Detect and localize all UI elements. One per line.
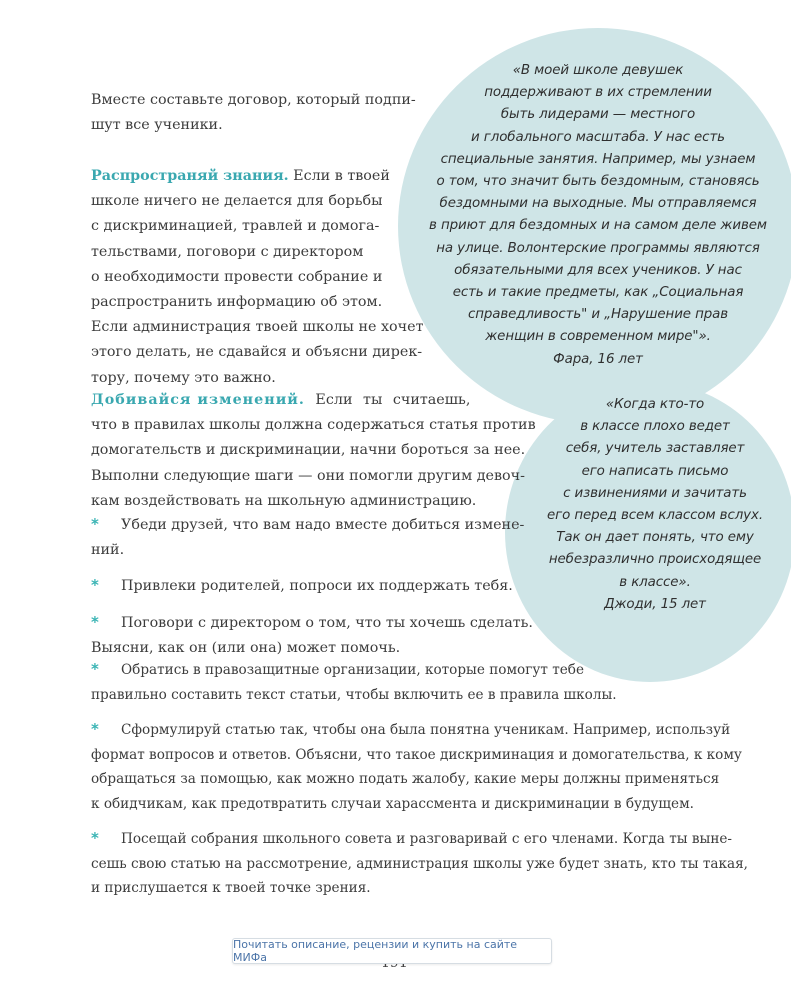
quote-line: на улице. Волонтерские программы являются [436,240,760,256]
text-line [91,657,748,683]
text-line [91,388,536,413]
text-line: распространить информацию об этом. [91,294,383,311]
text-line: шут все ученики. [91,117,223,134]
text-line [91,717,748,743]
asterisk-bullet-icon: * [91,576,99,595]
make-change-paragraph [91,388,536,514]
asterisk-bullet-icon: * [91,660,99,678]
text-fragment: Привлеки родителей, попроси их поддержать тебя. [121,578,513,595]
text-line: и прислушается к твоей точке зрения. [91,880,371,896]
quote-line: бездомными на выходные. Мы отправляемся [439,196,757,212]
quote-line: небезразлично происходящее [548,552,762,568]
asterisk-bullet-icon: * [91,720,99,738]
quote-line: быть лидерами — местного [500,107,696,123]
list-item [91,610,533,661]
section-heading: Добивайся изменений. [91,392,305,408]
steps-list [91,512,533,671]
asterisk-bullet-icon: * [91,829,99,847]
quote-line: есть и такие предметы, как „Социальная [452,285,744,301]
text-fragment: Обратись в правозащитные организации, которые помогут тебе [121,662,584,678]
text-fragment: Убеди друзей, что вам надо вместе добиться измене- [121,517,525,533]
quote-line: «В моей школе девушек [512,63,684,78]
text-line: о необходимости провести собрание и [91,268,383,285]
quote-line: о том, что значит быть бездомным, становясь [436,174,760,190]
text-line [91,512,533,538]
list-item [91,826,748,901]
quote-line: «Когда кто-то [605,397,705,412]
text-line: Выполни следующие шаги — они помогли другим девоч- [91,467,525,484]
text-fragment: Сформулируй статью так, чтобы она была понятна ученикам. Например, используй [121,722,731,738]
text-line: тору, почему это важно. [91,369,276,386]
quote-line: его написать письмо [581,463,729,479]
buy-on-mif-link[interactable]: Почитать описание, рецензии и купить на сайте МИФа [232,938,552,964]
quote-line: в классе плохо ведет [580,419,730,435]
text-line [91,573,533,599]
quote-line: в классе». [619,574,691,590]
quote-line: его перед всем классом вслух. [547,508,763,524]
asterisk-bullet-icon: * [91,515,99,533]
text-line: к обидчикам, как предотвратить случаи харассмента и дискриминации в будущем. [91,795,694,812]
list-item [91,573,533,599]
text-line: Вместе составьте договор, который подпи- [91,92,416,108]
list-item [91,512,533,563]
text-line [91,826,748,852]
quote-line: в приют для бездомных и на самом деле живем [429,218,767,234]
steps-list-continued [91,657,748,911]
text-line: с дискриминацией, травлей и домога- [91,218,380,235]
text-line: сешь свою статью на рассмотрение, администрация школы уже будет знать, кто ты такая, [91,855,749,872]
text-line [91,610,533,636]
quote-line: себя, учитель заставляет [565,441,745,457]
quote-fara [412,60,784,371]
list-item [91,657,748,707]
quote-line: обязательными для всех учеников. У нас [454,262,742,278]
text-line: тельствами, поговори с директором [91,243,364,260]
quote-line: и глобального масштаба. У нас есть [471,129,725,145]
text-line: Если администрация твоей школы не хочет [91,319,424,336]
text-fragment: Если ты считаешь, [304,392,471,408]
quote-line: с извинениями и зачитать [563,485,747,501]
text-line [91,164,423,189]
quote-line: женщин в современном мире"». [485,329,711,345]
text-line: обращаться за помощью, как можно подать жалобу, какие меры должны применяться [91,771,720,787]
quote-line: специальные занятия. Например, мы узнаем [440,151,756,167]
text-line: домогательств и дискриминации, начни бороться за нее. [91,442,526,459]
quote-line: справедливость" и „Нарушение прав [467,307,729,323]
text-fragment: Если в твоей [288,168,390,184]
text-line: ний. [91,542,125,559]
text-line: этого делать, не сдавайся и объясни дирек- [91,344,423,361]
text-line: школе ничего не делается для борьбы [91,193,383,210]
quote-line: поддерживают в их стремлении [484,85,712,101]
text-line: Выясни, как он (или она) может помочь. [91,639,401,656]
text-fragment: Поговори с директором о том, что ты хочешь сделать. [121,614,533,631]
quote-author: Джоди, 15 лет [604,596,706,612]
text-line: что в правилах школы должна содержаться статья против [91,417,536,434]
quote-author: Фара, 16 лет [553,351,643,367]
text-fragment: Посещай собрания школьного совета и разговаривай с его членами. Когда ты выне- [121,831,733,847]
list-item [91,717,748,816]
text-line: формат вопросов и ответов. Объясни, что такое дискриминация и домогательства, к кому [91,746,742,763]
text-line: кам воздействовать на школьную администрацию. [91,492,477,509]
spread-knowledge-paragraph [91,164,423,391]
quote-line: Так он дает понять, что ему [556,530,754,546]
asterisk-bullet-icon: * [91,612,99,631]
text-line: правильно составить текст статьи, чтобы включить ее в правила школы. [91,686,617,703]
section-heading: Распространяй знания. [91,168,289,184]
quote-jodi [535,394,775,616]
intro-paragraph [91,88,416,138]
